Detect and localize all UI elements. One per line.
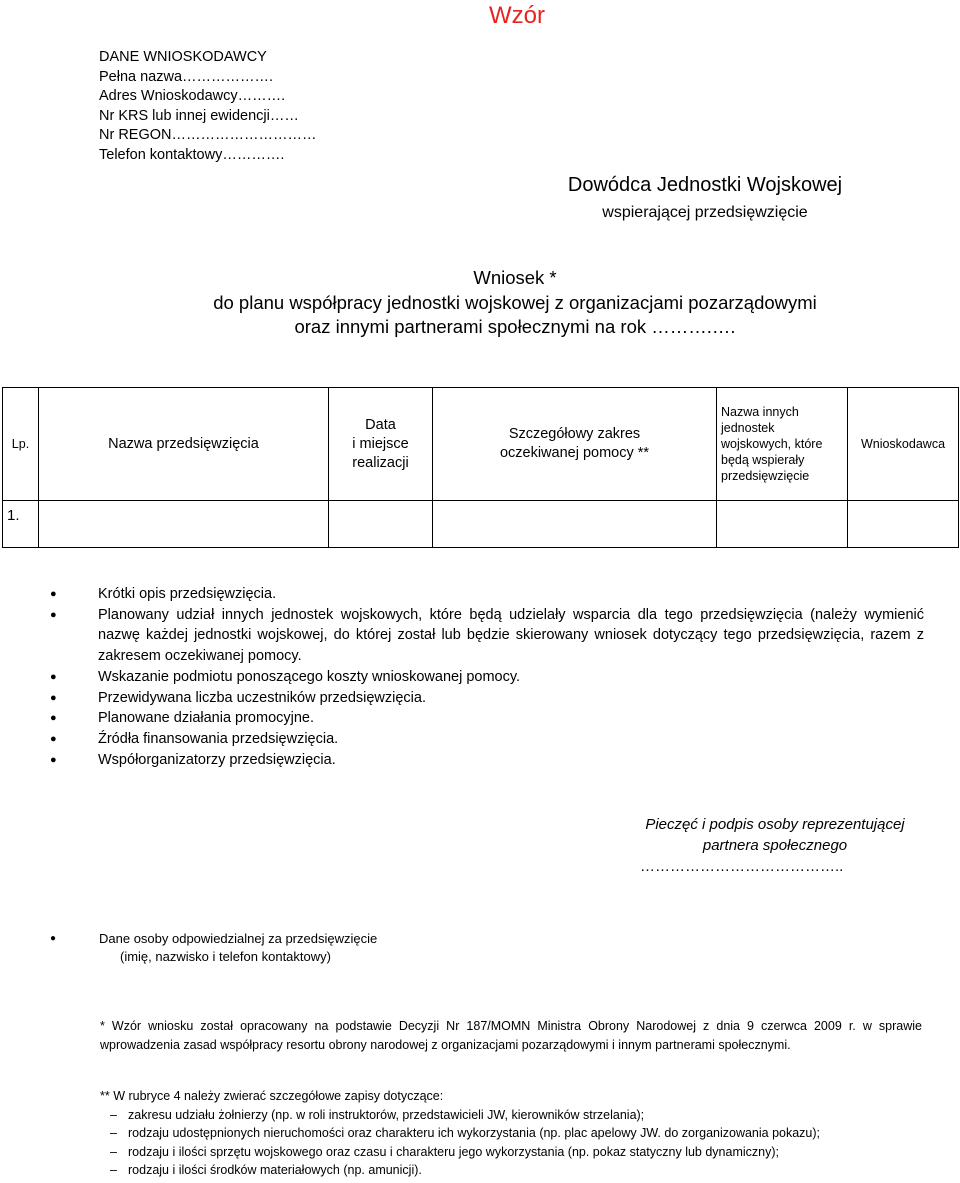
cell-other-units[interactable] — [717, 501, 848, 548]
applicant-krs-line: Nr KRS lub innej ewidencji…… — [99, 107, 299, 124]
signature-block — [600, 814, 950, 856]
cell-scope[interactable] — [433, 501, 717, 548]
signature-label-line1: Pieczęć i podpis osoby reprezentującej — [645, 816, 905, 833]
header-name: Nazwa przedsięwzięcia — [39, 388, 329, 501]
list-item: – rodzaju i ilości środków materiałowych (np. amunicji). — [100, 1161, 922, 1180]
cell-applicant[interactable] — [848, 501, 959, 548]
header-lp: Lp. — [3, 388, 39, 501]
bullet-icon: ● — [50, 588, 57, 600]
footnote-single-asterisk: * Wzór wniosku został opracowany na podstawie Decyzji Nr 187/MOMN Ministra Obrony Narodowej z dnia 9 czerwca 2009 r. w sprawie wprowadzenia zasad współpracy resortu obrony narodowej z organizacjami pozarządowymi i innym partnerami społecznymi. — [100, 1019, 922, 1052]
document-title: Wzór — [489, 2, 545, 29]
contact-line2: (imię, nazwisko i telefon kontaktowy) — [120, 949, 331, 964]
header-scope: Szczegółowy zakres oczekiwanej pomocy ** — [433, 388, 717, 501]
list-item: ● Wskazanie podmiotu ponoszącego koszty wnioskowanej pomocy. — [44, 667, 924, 688]
bullet-icon: ● — [50, 691, 57, 704]
addressee-subtitle: wspierającej przedsięwzięcie — [602, 204, 808, 221]
dash-icon: – — [110, 1144, 117, 1159]
list-item: ● Przewidywana liczba uczestników przedsięwzięcia. — [44, 688, 924, 709]
list-item: ● Planowany udział innych jednostek wojskowych, które będą udzielały wsparcia dla tego przedsięwzięcia (należy wymienić nazwę każdej jednostki wojskowej, do której został lub będzie skierowany wniosek dotyczący tego przedsięwzięcia, razem z zakresem oczekiwanej pomocy. — [50, 606, 924, 665]
request-title: Wniosek * — [473, 267, 557, 288]
dash-icon: – — [110, 1126, 117, 1140]
dash-icon: – — [110, 1107, 117, 1122]
request-heading — [100, 266, 930, 340]
instructions-list — [44, 584, 924, 770]
contact-line1: Dane osoby odpowiedzialnej za przedsięwzięcie — [99, 931, 378, 946]
bullet-icon: ● — [50, 732, 57, 745]
footnote2-intro: ** W rubryce 4 należy zwierać szczegółowe zapisy dotyczące: — [100, 1089, 444, 1103]
cell-date-place[interactable] — [329, 501, 433, 548]
addressee-title: Dowódca Jednostki Wojskowej — [567, 174, 843, 196]
list-item: – zakresu udziału żołnierzy (np. w roli instruktorów, przedstawicieli JW, kierowników strzelania); — [100, 1106, 922, 1125]
applicant-heading: DANE WNIOSKODAWCY — [99, 49, 267, 65]
applicant-phone-line: Telefon kontaktowy…………. — [99, 146, 285, 163]
header-applicant: Wnioskodawca — [848, 388, 959, 501]
cell-name[interactable] — [39, 501, 329, 548]
bullet-icon: ● — [50, 670, 57, 683]
list-item: ● Planowane działania promocyjne. — [44, 708, 924, 729]
bullet-icon: ● — [50, 933, 57, 944]
bullet-icon: ● — [50, 753, 57, 766]
applicant-address-line: Adres Wnioskodawcy………. — [99, 88, 286, 104]
request-subtitle-line1: do planu współpracy jednostki wojskowej z organizacjami pozarządowymi — [213, 291, 817, 313]
list-item: – rodzaju udostępnionych nieruchomości oraz charakteru ich wykorzystania (np. plac apelowy JW. do zorganizowania pokazu); — [100, 1124, 922, 1143]
bullet-icon: ● — [50, 712, 57, 725]
list-item: ● Źródła finansowania przedsięwzięcia. — [44, 729, 924, 750]
signature-dotted-line: ………………………………….. — [640, 858, 844, 875]
table-row — [3, 501, 959, 548]
bullet-icon: ● — [50, 608, 57, 621]
list-item: ● Współorganizatorzy przedsięwzięcia. — [44, 750, 924, 771]
signature-label-line2: partnera społecznego — [702, 837, 848, 854]
contact-person-block — [50, 930, 377, 966]
applicant-regon-line: Nr REGON………………………… — [99, 127, 317, 143]
plan-table — [2, 387, 959, 548]
table-header-row — [3, 388, 959, 501]
cell-lp: 1. — [3, 501, 39, 548]
applicant-data-block — [99, 48, 317, 165]
header-other-units: Nazwa innych jednostek wojskowych, które będą wspierały przedsięwzięcie — [717, 388, 848, 501]
footnote-double-asterisk — [100, 1087, 922, 1180]
header-date-place: Data i miejsce realizacji — [329, 388, 433, 501]
applicant-name-line: Pełna nazwa………………. — [99, 68, 274, 85]
dash-icon: – — [110, 1163, 117, 1177]
addressee-block — [560, 172, 850, 224]
request-subtitle-line2: oraz innymi partnerami społecznymi na rok ……….…. — [294, 316, 736, 337]
list-item: ● Krótki opis przedsięwzięcia. — [44, 584, 924, 605]
list-item: – rodzaju i ilości sprzętu wojskowego oraz czasu i charakteru jego wykorzystania (np. pokaz statyczny lub dynamiczny); — [100, 1143, 922, 1162]
